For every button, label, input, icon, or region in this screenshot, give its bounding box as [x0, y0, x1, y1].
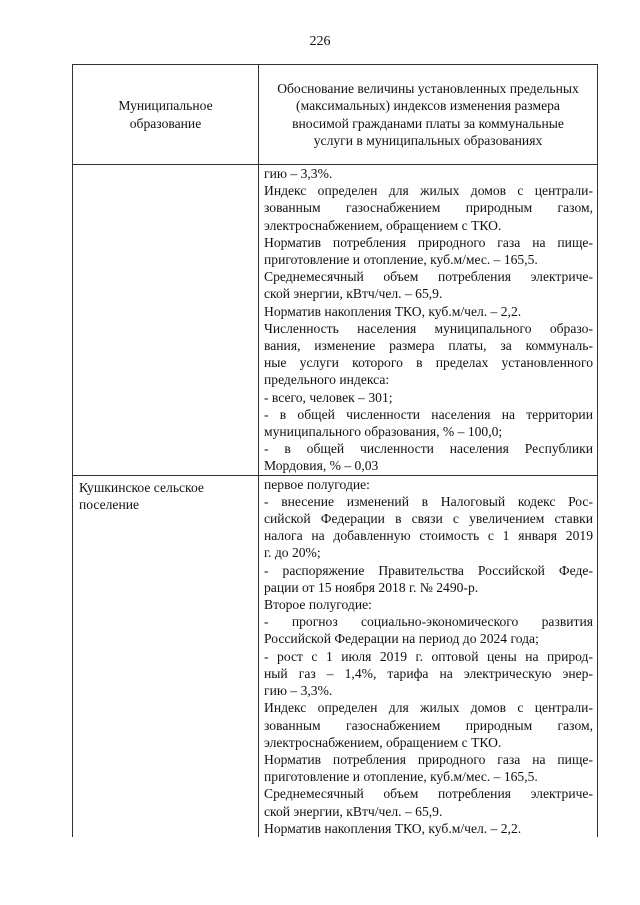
text-line: - в общей численности населения Республики	[264, 441, 593, 457]
text-line: Индекс определен для жилых домов с централи-	[264, 183, 593, 199]
text-line: ные услуги которого в пределах установленного	[264, 355, 593, 371]
text-line: Индекс определен для жилых домов с централи-	[264, 700, 593, 716]
table-row	[73, 475, 598, 837]
header-municipality: Муниципальное образование	[73, 65, 259, 165]
text-line: Норматив потребления природного газа на пище-	[264, 751, 593, 767]
text-line: - в общей численности населения на территории	[264, 406, 593, 422]
text-line: первое полугодие:	[264, 476, 370, 492]
text-line: ный газ – 1,4%, тарифа на электрическую энер-	[264, 665, 593, 681]
text-line: Российской Федерации на период до 2024 года;	[264, 631, 539, 647]
text-line: вания, изменение размера платы, за коммуналь-	[264, 338, 593, 354]
justification-table	[72, 64, 598, 837]
text-line: гию – 3,3%.	[264, 166, 333, 181]
text-line: электроснабжением, обращением с ТКО.	[264, 217, 502, 233]
text-line: муниципального образования, % – 100,0;	[264, 424, 503, 440]
text-line: Среднемесячный объем потребления электриче-	[264, 786, 593, 802]
text-line: Среднемесячный объем потребления электриче-	[264, 269, 593, 285]
text-line: - всего, человек – 301;	[264, 389, 393, 405]
text-line: сийской Федерации в связи с увеличением ставки	[264, 511, 593, 527]
text-line: Численность населения муниципального образо-	[264, 320, 593, 336]
justification-cell	[259, 165, 598, 476]
text-line: ской энергии, кВтч/чел. – 65,9.	[264, 803, 443, 819]
table-header-row	[73, 65, 598, 165]
municipality-cell	[73, 165, 259, 476]
text-line: ской энергии, кВтч/чел. – 65,9.	[264, 286, 443, 302]
text-line: Второе полугодие:	[264, 597, 372, 613]
table-row	[73, 165, 598, 476]
text-line: зованным газоснабжением природным газом,	[264, 200, 593, 216]
text-line: Норматив накопления ТКО, куб.м/чел. – 2,2.	[264, 820, 522, 836]
text-line: электроснабжением, обращением с ТКО.	[264, 734, 502, 750]
text-line: зованным газоснабжением природным газом,	[264, 717, 593, 733]
text-line: - рост с 1 июля 2019 г. оптовой цены на природ-	[264, 648, 593, 664]
text-line: рации от 15 ноября 2018 г. № 2490-р.	[264, 579, 479, 595]
text-line: налога на добавленную стоимость с 1 января 2019	[264, 528, 593, 544]
text-line: Норматив потребления природного газа на пище-	[264, 234, 593, 250]
text-line: гию – 3,3%.	[264, 683, 333, 699]
text-line: приготовление и отопление, куб.м/мес. – 165,5.	[264, 252, 538, 268]
text-line: Норматив накопления ТКО, куб.м/чел. – 2,2.	[264, 303, 522, 319]
text-line: г. до 20%;	[264, 545, 321, 561]
municipality-cell: Кушкинское сельское поселение	[73, 475, 259, 837]
justification-cell	[259, 475, 598, 837]
text-line: Мордовия, % – 0,03	[264, 458, 379, 474]
page-number: 226	[309, 34, 331, 49]
text-line: приготовление и отопление, куб.м/мес. – 165,5.	[264, 769, 538, 785]
text-line: предельного индекса:	[264, 372, 390, 388]
table-body	[73, 165, 598, 837]
text-line: - внесение изменений в Налоговый кодекс Рос-	[264, 493, 593, 509]
text-line: - прогноз социально-экономического развития	[264, 614, 593, 630]
text-line: - распоряжение Правительства Российской Феде-	[264, 562, 593, 578]
header-justification: Обоснование величины установленных предельных (максимальных) индексов изменения размера вносимой гражданами платы за коммунальные услуги в муниципальных образованиях	[259, 65, 598, 165]
